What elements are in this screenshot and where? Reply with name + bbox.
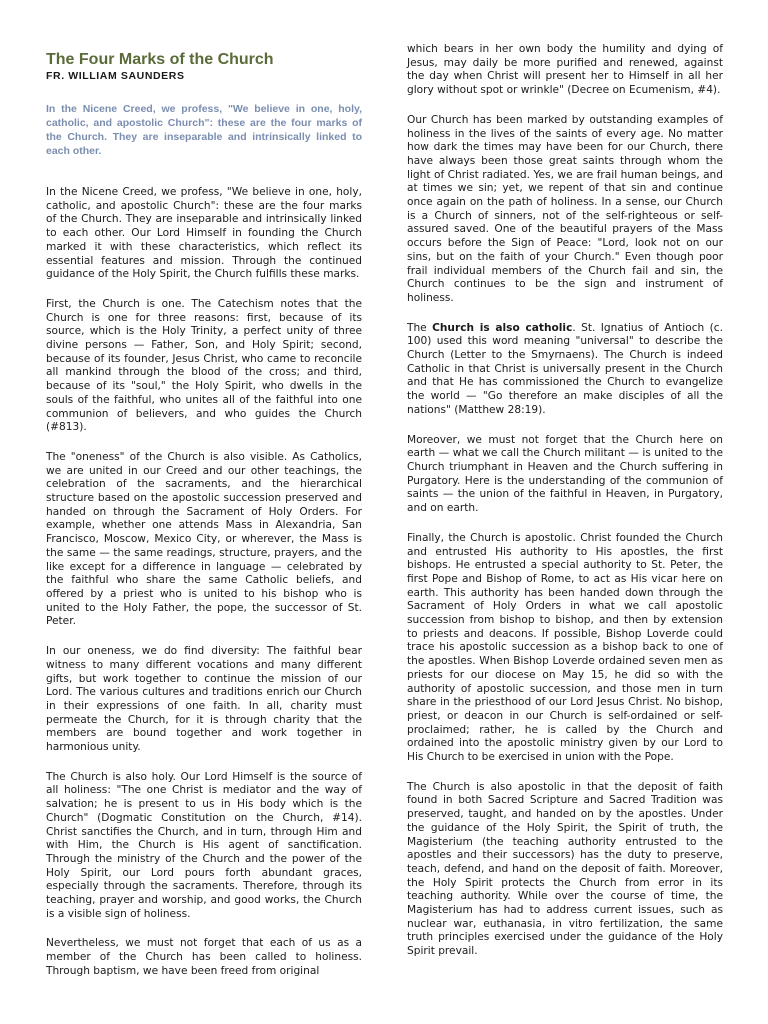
paragraph: First, the Church is one. The Catechism notes that the Church is one for three reasons: first, because of its source, which is the Holy Trinity, a perfect unity of three divine persons — Father, Son, and Holy Spirit; second, because of its founder, Jesus Christ, who came to reconcile all mankind through the blood of the cross; and third, because of its "soul," the Holy Spirit, who dwells in the souls of the faithful, who unites all of the faithful into one communion of believers, and who guides the Church (#813).: [46, 297, 362, 434]
right-column: [407, 43, 723, 975]
paragraph: In the Nicene Creed, we profess, "We believe in one, holy, catholic, and apostolic Church": these are the four marks of the Church. They are inseparable and intrinsically linked to each other. Our Lord Himself in founding the Church marked it with these characteristics, which reflect its essential features and mission. Through the continued guidance of the Holy Spirit, the Church fulfills these marks.: [46, 186, 362, 281]
catholic-rest: . St. Ignatius of Antioch (c. 100) used this word meaning "universal" to describe the Church (Letter to the Smyrnaens). The Church is indeed Catholic in that Christ is universally present in the Church and that He has commissioned the Church to evangelize the world — "Go therefore an make disciples of all the nations" (Matthew 28:19).: [407, 321, 724, 416]
paragraph: Nevertheless, we must not forget that each of us as a member of the Church has been called to holiness. Through baptism, we have been freed from original: [46, 937, 362, 977]
article-intro: In the Nicene Creed, we profess, "We believe in one, holy, catholic, and apostolic Church": these are the four marks of the Church. They are inseparable and intrinsically linked to each other.: [46, 103, 362, 157]
paragraph: Finally, the Church is apostolic. Christ founded the Church and entrusted His authority to His apostles, the first bishops. He entrusted a special authority to St. Peter, the first Pope and Bishop of Rome, to act as His vicar here on earth. This authority has been handed down through the Sacrament of Holy Orders in what we call apostolic succession from bishop to bishop, and then by extension to priests and deacons. If possible, Bishop Loverde could trace his apostolic succession as a bishop back to one of the apostles. When Bishop Loverde ordained seven men as priests for our diocese on May 15, he did so with the authority of apostolic succession, and those men in turn share in the priesthood of our Lord Jesus Christ. No bishop, priest, or deacon in our Church is self-ordained or self-proclaimed; rather, he is called by the Church and ordained into the apostolic ministry given by our Lord to His Church to be exercised in union with the Pope.: [407, 531, 723, 764]
paragraph: The Church is also holy. Our Lord Himself is the source of all holiness: "The one Christ is mediator and the way of salvation; he is present to us in His body which is the Church" (Dogmatic Constitution on the Church, #14). Christ sanctifies the Church, and in turn, through Him and with Him, the Church is His agent of sanctification. Through the ministry of the Church and the power of the Holy Spirit, our Lord pours forth abundant graces, especially through the sacraments. Therefore, through its teaching, prayer and worship, and good works, the Church is a visible sign of holiness.: [46, 770, 362, 920]
catholic-bold: Church is also catholic: [432, 321, 573, 334]
paragraph: Our Church has been marked by outstanding examples of holiness in the lives of the saints of every age. No matter how dark the times may have been for our Church, there have always been those great saints through whom the light of Christ radiated. Yes, we are frail human beings, and at times we sin; yet, we repent of that sin and continue once again on the path of holiness. In a sense, our Church is a Church of sinners, not of the self-righteous or self-assured saved. One of the beautiful prayers of the Mass occurs before the Sign of Peace: "Lord, look not on our sins, but on the faith of your Church." Even though poor frail individual members of the Church fail and sin, the Church continues to be the sign and instrument of holiness.: [407, 113, 723, 304]
article-title: The Four Marks of the Church: [46, 51, 274, 68]
paragraph: Moreover, we must not forget that the Church here on earth — what we call the Church militant — is united to the Church triumphant in Heaven and the Church suffering in Purgatory. Here is the understanding of the communion of saints — the union of the faithful in Heaven, in Purgatory, and on earth.: [407, 433, 723, 515]
paragraph: The Church is also apostolic in that the deposit of faith found in both Sacred Scripture and Sacred Tradition was preserved, taught, and handed on by the apostles. Under the guidance of the Holy Spirit, the Spirit of truth, the Magisterium (the teaching authority entrusted to the apostles and their successors) has the duty to preserve, teach, defend, and hand on the deposit of faith. Moreover, the Holy Spirit protects the Church from error in its teaching authority. While over the course of time, the Magisterium has had to address current issues, such as nuclear war, euthanasia, in vitro fertilization, the same truth principles exercised under the guidance of the Holy Spirit prevail.: [407, 780, 723, 958]
catholic-lead: The: [407, 321, 433, 334]
paragraph: In our oneness, we do find diversity: The faithful bear witness to many different vocations and many different gifts, but work together to continue the mission of our Lord. The various cultures and traditions enrich our Church in their expressions of one faith. In all, charity must permeate the Church, for it is through charity that the members are bound together and work together in harmonious unity.: [46, 645, 362, 754]
paragraph: The "oneness" of the Church is also visible. As Catholics, we are united in our Creed and our other teachings, the celebration of the sacraments, and the hierarchical structure based on the apostolic succession preserved and handed on through the Sacrament of Holy Orders. For example, whether one attends Mass in Alexandria, San Francisco, Moscow, Mexico City, or wherever, the Mass is the same — the same readings, structure, prayers, and the like except for a difference in language — celebrated by the faithful who share the same Catholic beliefs, and offered by a priest who is united to his bishop who is united to the Holy Father, the pope, the successor of St. Peter.: [46, 450, 362, 628]
left-column: [46, 186, 362, 995]
paragraph-catholic: [407, 322, 723, 418]
article-author: FR. WILLIAM SAUNDERS: [46, 70, 185, 82]
paragraph: which bears in her own body the humility and dying of Jesus, may daily be more purified and renewed, against the day when Christ will present her to Himself in all her glory without spot or wrinkle" (Decree on Ecumenism, #4).: [407, 43, 723, 97]
